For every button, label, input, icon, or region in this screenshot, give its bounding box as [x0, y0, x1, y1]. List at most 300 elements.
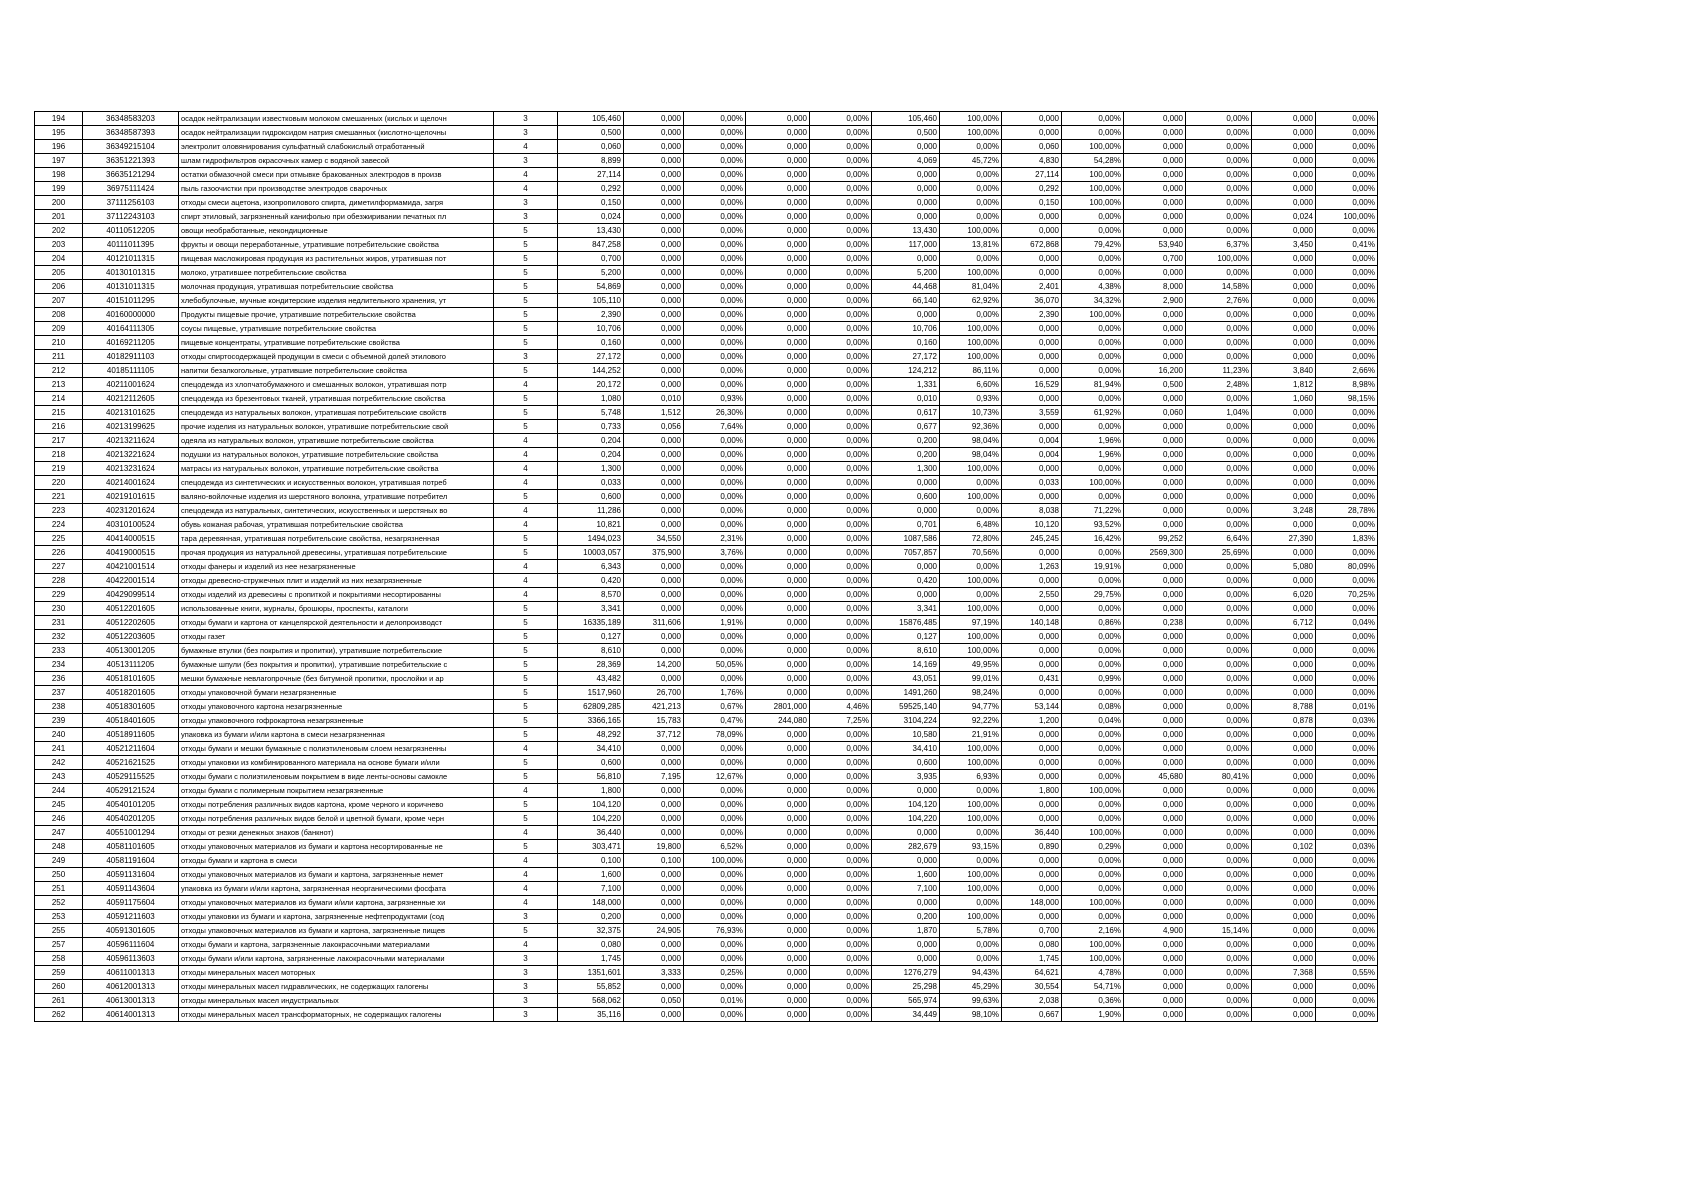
hazard-class-cell: 4 [494, 588, 558, 602]
col-10-cell: 0,000 [872, 896, 940, 910]
col-17-cell: 0,00% [1316, 406, 1378, 420]
col-17-cell: 0,00% [1316, 602, 1378, 616]
row-number-cell: 252 [35, 896, 83, 910]
waste-name-cell: спецодежда из синтетических и искусственных волокон, утратившая потреб [179, 476, 494, 490]
col-15-cell: 0,00% [1186, 210, 1252, 224]
waste-code-cell: 36348587393 [83, 126, 179, 140]
row-number-cell: 243 [35, 770, 83, 784]
col-16-cell: 0,000 [1252, 896, 1316, 910]
total-amount-cell: 10,706 [558, 322, 624, 336]
col-11-cell: 98,04% [940, 448, 1002, 462]
col-17-cell: 0,03% [1316, 714, 1378, 728]
waste-code-cell: 40213211624 [83, 434, 179, 448]
col-14-cell: 0,060 [1124, 406, 1186, 420]
col-12-cell: 2,390 [1002, 308, 1062, 322]
col-11-cell: 0,00% [940, 308, 1002, 322]
col-13-cell: 0,29% [1062, 840, 1124, 854]
col-10-cell: 10,706 [872, 322, 940, 336]
col-14-cell: 0,000 [1124, 504, 1186, 518]
col-12-cell: 0,000 [1002, 336, 1062, 350]
waste-name-cell: отходы древесно-стружечных плит и изделий из них незагрязненные [179, 574, 494, 588]
col-15-cell: 0,00% [1186, 868, 1252, 882]
col-16-cell: 0,000 [1252, 490, 1316, 504]
col-14-cell: 0,000 [1124, 140, 1186, 154]
row-number-cell: 212 [35, 364, 83, 378]
col-13-cell: 71,22% [1062, 504, 1124, 518]
total-amount-cell: 1,600 [558, 868, 624, 882]
hazard-class-cell: 3 [494, 126, 558, 140]
hazard-class-cell: 4 [494, 560, 558, 574]
col-6-cell: 0,000 [624, 378, 684, 392]
table-row [35, 924, 1378, 938]
total-amount-cell: 847,258 [558, 238, 624, 252]
waste-code-cell: 40213101625 [83, 406, 179, 420]
col-13-cell: 0,00% [1062, 910, 1124, 924]
col-15-cell: 0,00% [1186, 504, 1252, 518]
col-14-cell: 0,000 [1124, 154, 1186, 168]
col-16-cell: 0,102 [1252, 840, 1316, 854]
waste-code-cell: 40121011315 [83, 252, 179, 266]
total-amount-cell: 20,172 [558, 378, 624, 392]
total-amount-cell: 1,800 [558, 784, 624, 798]
col-8-cell: 0,000 [746, 448, 810, 462]
table-row [35, 994, 1378, 1008]
total-amount-cell: 36,440 [558, 826, 624, 840]
col-11-cell: 70,56% [940, 546, 1002, 560]
waste-code-cell: 40231201624 [83, 504, 179, 518]
col-11-cell: 0,00% [940, 854, 1002, 868]
hazard-class-cell: 4 [494, 868, 558, 882]
col-17-cell: 0,00% [1316, 434, 1378, 448]
col-13-cell: 16,42% [1062, 532, 1124, 546]
col-12-cell: 2,038 [1002, 994, 1062, 1008]
col-12-cell: 0,000 [1002, 798, 1062, 812]
hazard-class-cell: 5 [494, 224, 558, 238]
col-10-cell: 0,000 [872, 588, 940, 602]
col-8-cell: 0,000 [746, 406, 810, 420]
col-15-cell: 0,00% [1186, 938, 1252, 952]
col-6-cell: 0,000 [624, 280, 684, 294]
col-9-cell: 0,00% [810, 854, 872, 868]
waste-name-cell: напитки безалкогольные, утратившие потребительские свойства [179, 364, 494, 378]
col-9-cell: 0,00% [810, 532, 872, 546]
col-6-cell: 0,000 [624, 350, 684, 364]
col-6-cell: 1,512 [624, 406, 684, 420]
col-15-cell: 0,00% [1186, 476, 1252, 490]
col-6-cell: 0,000 [624, 672, 684, 686]
col-16-cell: 0,000 [1252, 546, 1316, 560]
col-17-cell: 0,00% [1316, 266, 1378, 280]
waste-name-cell: бумажные втулки (без покрытия и пропитки), утратившие потребительские [179, 644, 494, 658]
col-8-cell: 0,000 [746, 994, 810, 1008]
col-14-cell: 99,252 [1124, 532, 1186, 546]
col-17-cell: 0,00% [1316, 742, 1378, 756]
col-10-cell: 0,600 [872, 756, 940, 770]
col-17-cell: 0,00% [1316, 868, 1378, 882]
table-row [35, 392, 1378, 406]
hazard-class-cell: 5 [494, 602, 558, 616]
col-14-cell: 0,000 [1124, 672, 1186, 686]
col-11-cell: 100,00% [940, 336, 1002, 350]
table-row [35, 980, 1378, 994]
waste-code-cell: 40414000515 [83, 532, 179, 546]
waste-code-cell: 40591175604 [83, 896, 179, 910]
col-16-cell: 6,712 [1252, 616, 1316, 630]
col-17-cell: 0,00% [1316, 168, 1378, 182]
table-row [35, 742, 1378, 756]
waste-name-cell: остатки обмазочной смеси при отмывке бракованных электродов в произв [179, 168, 494, 182]
hazard-class-cell: 5 [494, 924, 558, 938]
col-6-cell: 0,000 [624, 294, 684, 308]
col-9-cell: 0,00% [810, 686, 872, 700]
col-11-cell: 100,00% [940, 112, 1002, 126]
waste-code-cell: 40213221624 [83, 448, 179, 462]
col-11-cell: 97,19% [940, 616, 1002, 630]
col-17-cell: 0,00% [1316, 644, 1378, 658]
total-amount-cell: 0,204 [558, 434, 624, 448]
col-6-cell: 7,195 [624, 770, 684, 784]
col-7-cell: 0,00% [684, 742, 746, 756]
col-16-cell: 0,000 [1252, 952, 1316, 966]
col-16-cell: 0,000 [1252, 462, 1316, 476]
waste-name-cell: отходы бумаги и картона, загрязненные лакокрасочными материалами [179, 938, 494, 952]
row-number-cell: 230 [35, 602, 83, 616]
col-6-cell: 0,000 [624, 798, 684, 812]
col-15-cell: 0,00% [1186, 700, 1252, 714]
col-6-cell: 0,000 [624, 938, 684, 952]
hazard-class-cell: 4 [494, 938, 558, 952]
col-6-cell: 375,900 [624, 546, 684, 560]
col-13-cell: 4,78% [1062, 966, 1124, 980]
col-13-cell: 81,94% [1062, 378, 1124, 392]
col-15-cell: 0,00% [1186, 336, 1252, 350]
col-9-cell: 0,00% [810, 770, 872, 784]
waste-name-cell: использованные книги, журналы, брошюры, проспекты, каталоги [179, 602, 494, 616]
col-15-cell: 0,00% [1186, 644, 1252, 658]
col-13-cell: 0,08% [1062, 700, 1124, 714]
col-14-cell: 2,900 [1124, 294, 1186, 308]
col-16-cell: 0,000 [1252, 574, 1316, 588]
col-17-cell: 0,00% [1316, 924, 1378, 938]
col-17-cell: 0,00% [1316, 420, 1378, 434]
row-number-cell: 246 [35, 812, 83, 826]
col-11-cell: 0,00% [940, 588, 1002, 602]
col-9-cell: 0,00% [810, 294, 872, 308]
col-7-cell: 0,00% [684, 644, 746, 658]
col-10-cell: 59525,140 [872, 700, 940, 714]
col-16-cell: 0,000 [1252, 476, 1316, 490]
col-15-cell: 0,00% [1186, 308, 1252, 322]
col-9-cell: 0,00% [810, 602, 872, 616]
col-15-cell: 0,00% [1186, 812, 1252, 826]
col-10-cell: 8,610 [872, 644, 940, 658]
col-6-cell: 0,000 [624, 336, 684, 350]
col-13-cell: 61,92% [1062, 406, 1124, 420]
col-16-cell: 0,000 [1252, 798, 1316, 812]
col-11-cell: 0,00% [940, 140, 1002, 154]
hazard-class-cell: 4 [494, 882, 558, 896]
hazard-class-cell: 3 [494, 154, 558, 168]
row-number-cell: 208 [35, 308, 83, 322]
col-15-cell: 0,00% [1186, 588, 1252, 602]
col-17-cell: 0,00% [1316, 294, 1378, 308]
col-14-cell: 0,000 [1124, 196, 1186, 210]
total-amount-cell: 16335,189 [558, 616, 624, 630]
table-row [35, 882, 1378, 896]
col-12-cell: 53,144 [1002, 700, 1062, 714]
col-8-cell: 0,000 [746, 840, 810, 854]
col-10-cell: 10,580 [872, 728, 940, 742]
col-10-cell: 1087,586 [872, 532, 940, 546]
col-8-cell: 0,000 [746, 798, 810, 812]
col-8-cell: 0,000 [746, 280, 810, 294]
waste-name-cell: фрукты и овощи переработанные, утратившие потребительские свойства [179, 238, 494, 252]
col-14-cell: 0,238 [1124, 616, 1186, 630]
col-15-cell: 0,00% [1186, 840, 1252, 854]
col-11-cell: 100,00% [940, 602, 1002, 616]
col-14-cell: 0,000 [1124, 686, 1186, 700]
col-12-cell: 0,000 [1002, 392, 1062, 406]
table-row [35, 588, 1378, 602]
col-10-cell: 0,000 [872, 476, 940, 490]
col-9-cell: 0,00% [810, 924, 872, 938]
col-17-cell: 0,00% [1316, 980, 1378, 994]
col-7-cell: 0,00% [684, 504, 746, 518]
hazard-class-cell: 3 [494, 980, 558, 994]
col-6-cell: 0,000 [624, 238, 684, 252]
col-15-cell: 0,00% [1186, 826, 1252, 840]
hazard-class-cell: 4 [494, 518, 558, 532]
col-10-cell: 0,701 [872, 518, 940, 532]
hazard-class-cell: 3 [494, 994, 558, 1008]
col-13-cell: 0,00% [1062, 322, 1124, 336]
col-9-cell: 0,00% [810, 952, 872, 966]
col-14-cell: 0,000 [1124, 224, 1186, 238]
col-15-cell: 0,00% [1186, 1008, 1252, 1022]
row-number-cell: 250 [35, 868, 83, 882]
col-12-cell: 0,000 [1002, 812, 1062, 826]
col-13-cell: 0,00% [1062, 210, 1124, 224]
col-7-cell: 0,00% [684, 266, 746, 280]
total-amount-cell: 104,220 [558, 812, 624, 826]
waste-name-cell: отходы упаковочной бумаги незагрязненные [179, 686, 494, 700]
col-14-cell: 0,000 [1124, 854, 1186, 868]
col-6-cell: 15,783 [624, 714, 684, 728]
col-17-cell: 0,00% [1316, 938, 1378, 952]
col-9-cell: 0,00% [810, 350, 872, 364]
col-13-cell: 100,00% [1062, 896, 1124, 910]
col-8-cell: 0,000 [746, 420, 810, 434]
waste-code-cell: 40151011295 [83, 294, 179, 308]
col-13-cell: 0,00% [1062, 686, 1124, 700]
col-16-cell: 0,000 [1252, 812, 1316, 826]
col-14-cell: 0,000 [1124, 434, 1186, 448]
total-amount-cell: 0,100 [558, 854, 624, 868]
hazard-class-cell: 4 [494, 574, 558, 588]
table-row [35, 952, 1378, 966]
col-12-cell: 16,529 [1002, 378, 1062, 392]
waste-code-cell: 40591301605 [83, 924, 179, 938]
row-number-cell: 197 [35, 154, 83, 168]
col-12-cell: 0,000 [1002, 322, 1062, 336]
col-17-cell: 0,00% [1316, 350, 1378, 364]
col-12-cell: 0,000 [1002, 546, 1062, 560]
col-12-cell: 0,000 [1002, 266, 1062, 280]
col-10-cell: 3104,224 [872, 714, 940, 728]
col-10-cell: 34,410 [872, 742, 940, 756]
col-11-cell: 49,95% [940, 658, 1002, 672]
col-9-cell: 7,25% [810, 714, 872, 728]
col-16-cell: 0,000 [1252, 602, 1316, 616]
row-number-cell: 251 [35, 882, 83, 896]
col-6-cell: 0,000 [624, 574, 684, 588]
col-9-cell: 0,00% [810, 798, 872, 812]
hazard-class-cell: 5 [494, 308, 558, 322]
col-10-cell: 0,000 [872, 210, 940, 224]
col-16-cell: 0,000 [1252, 742, 1316, 756]
col-10-cell: 117,000 [872, 238, 940, 252]
col-13-cell: 0,00% [1062, 420, 1124, 434]
total-amount-cell: 0,292 [558, 182, 624, 196]
col-12-cell: 0,000 [1002, 658, 1062, 672]
col-16-cell: 7,368 [1252, 966, 1316, 980]
total-amount-cell: 54,869 [558, 280, 624, 294]
col-11-cell: 100,00% [940, 350, 1002, 364]
col-6-cell: 0,000 [624, 434, 684, 448]
col-6-cell: 0,000 [624, 448, 684, 462]
col-17-cell: 0,00% [1316, 336, 1378, 350]
col-17-cell: 0,00% [1316, 630, 1378, 644]
waste-name-cell: электролит оловянирования сульфатный слабокислый отработанный [179, 140, 494, 154]
col-6-cell: 14,200 [624, 658, 684, 672]
col-16-cell: 1,812 [1252, 378, 1316, 392]
col-17-cell: 0,00% [1316, 798, 1378, 812]
col-8-cell: 0,000 [746, 168, 810, 182]
col-17-cell: 0,04% [1316, 616, 1378, 630]
col-16-cell: 0,000 [1252, 910, 1316, 924]
col-9-cell: 0,00% [810, 644, 872, 658]
col-8-cell: 2801,000 [746, 700, 810, 714]
waste-code-cell: 40111011395 [83, 238, 179, 252]
col-13-cell: 0,00% [1062, 658, 1124, 672]
row-number-cell: 196 [35, 140, 83, 154]
col-8-cell: 0,000 [746, 504, 810, 518]
col-9-cell: 0,00% [810, 168, 872, 182]
col-16-cell: 0,000 [1252, 518, 1316, 532]
col-13-cell: 0,04% [1062, 714, 1124, 728]
table-row [35, 308, 1378, 322]
col-16-cell: 0,000 [1252, 854, 1316, 868]
col-14-cell: 0,000 [1124, 798, 1186, 812]
col-15-cell: 0,00% [1186, 126, 1252, 140]
col-7-cell: 12,67% [684, 770, 746, 784]
col-9-cell: 0,00% [810, 784, 872, 798]
col-16-cell: 0,000 [1252, 126, 1316, 140]
col-7-cell: 0,00% [684, 476, 746, 490]
col-8-cell: 0,000 [746, 490, 810, 504]
col-14-cell: 0,000 [1124, 714, 1186, 728]
col-6-cell: 0,000 [624, 224, 684, 238]
col-10-cell: 14,169 [872, 658, 940, 672]
col-13-cell: 54,28% [1062, 154, 1124, 168]
row-number-cell: 194 [35, 112, 83, 126]
table-row [35, 448, 1378, 462]
col-8-cell: 0,000 [746, 574, 810, 588]
col-12-cell: 0,000 [1002, 868, 1062, 882]
row-number-cell: 231 [35, 616, 83, 630]
total-amount-cell: 1351,601 [558, 966, 624, 980]
row-number-cell: 213 [35, 378, 83, 392]
row-number-cell: 262 [35, 1008, 83, 1022]
waste-name-cell: отходы смеси ацетона, изопропилового спирта, диметилформамида, загря [179, 196, 494, 210]
col-11-cell: 100,00% [940, 756, 1002, 770]
col-14-cell: 0,000 [1124, 980, 1186, 994]
waste-name-cell: отходы изделий из древесины с пропиткой и покрытиями несортированны [179, 588, 494, 602]
col-13-cell: 100,00% [1062, 476, 1124, 490]
col-9-cell: 0,00% [810, 518, 872, 532]
col-14-cell: 0,000 [1124, 476, 1186, 490]
col-6-cell: 0,000 [624, 154, 684, 168]
col-6-cell: 0,000 [624, 518, 684, 532]
col-9-cell: 0,00% [810, 420, 872, 434]
col-7-cell: 1,76% [684, 686, 746, 700]
col-6-cell: 0,000 [624, 504, 684, 518]
total-amount-cell: 48,292 [558, 728, 624, 742]
col-7-cell: 0,00% [684, 154, 746, 168]
row-number-cell: 228 [35, 574, 83, 588]
col-8-cell: 0,000 [746, 658, 810, 672]
col-7-cell: 0,67% [684, 700, 746, 714]
col-15-cell: 0,00% [1186, 784, 1252, 798]
col-6-cell: 0,000 [624, 910, 684, 924]
col-16-cell: 0,000 [1252, 140, 1316, 154]
col-14-cell: 0,000 [1124, 994, 1186, 1008]
col-6-cell: 0,000 [624, 644, 684, 658]
row-number-cell: 245 [35, 798, 83, 812]
col-6-cell: 0,000 [624, 462, 684, 476]
col-7-cell: 0,00% [684, 462, 746, 476]
col-17-cell: 0,00% [1316, 462, 1378, 476]
col-15-cell: 11,23% [1186, 364, 1252, 378]
col-14-cell: 0,000 [1124, 756, 1186, 770]
table-row [35, 854, 1378, 868]
waste-code-cell: 40581101605 [83, 840, 179, 854]
col-6-cell: 0,000 [624, 756, 684, 770]
col-16-cell: 3,248 [1252, 504, 1316, 518]
waste-code-cell: 40518201605 [83, 686, 179, 700]
col-13-cell: 0,00% [1062, 392, 1124, 406]
waste-name-cell: осадок нейтрализации известковым молоком смешанных (кислых и щелочн [179, 112, 494, 126]
waste-name-cell: одеяла из натуральных волокон, утратившие потребительские свойства [179, 434, 494, 448]
col-12-cell: 0,000 [1002, 252, 1062, 266]
col-7-cell: 0,00% [684, 448, 746, 462]
col-13-cell: 29,75% [1062, 588, 1124, 602]
col-16-cell: 0,000 [1252, 280, 1316, 294]
col-16-cell: 0,000 [1252, 448, 1316, 462]
col-11-cell: 100,00% [940, 812, 1002, 826]
col-11-cell: 0,00% [940, 826, 1002, 840]
col-8-cell: 0,000 [746, 588, 810, 602]
col-9-cell: 0,00% [810, 882, 872, 896]
col-9-cell: 0,00% [810, 728, 872, 742]
col-8-cell: 0,000 [746, 462, 810, 476]
col-12-cell: 0,000 [1002, 364, 1062, 378]
waste-data-table [34, 111, 1378, 1022]
hazard-class-cell: 5 [494, 770, 558, 784]
waste-name-cell: молочная продукция, утратившая потребительские свойства [179, 280, 494, 294]
col-14-cell: 0,000 [1124, 574, 1186, 588]
col-12-cell: 0,000 [1002, 224, 1062, 238]
